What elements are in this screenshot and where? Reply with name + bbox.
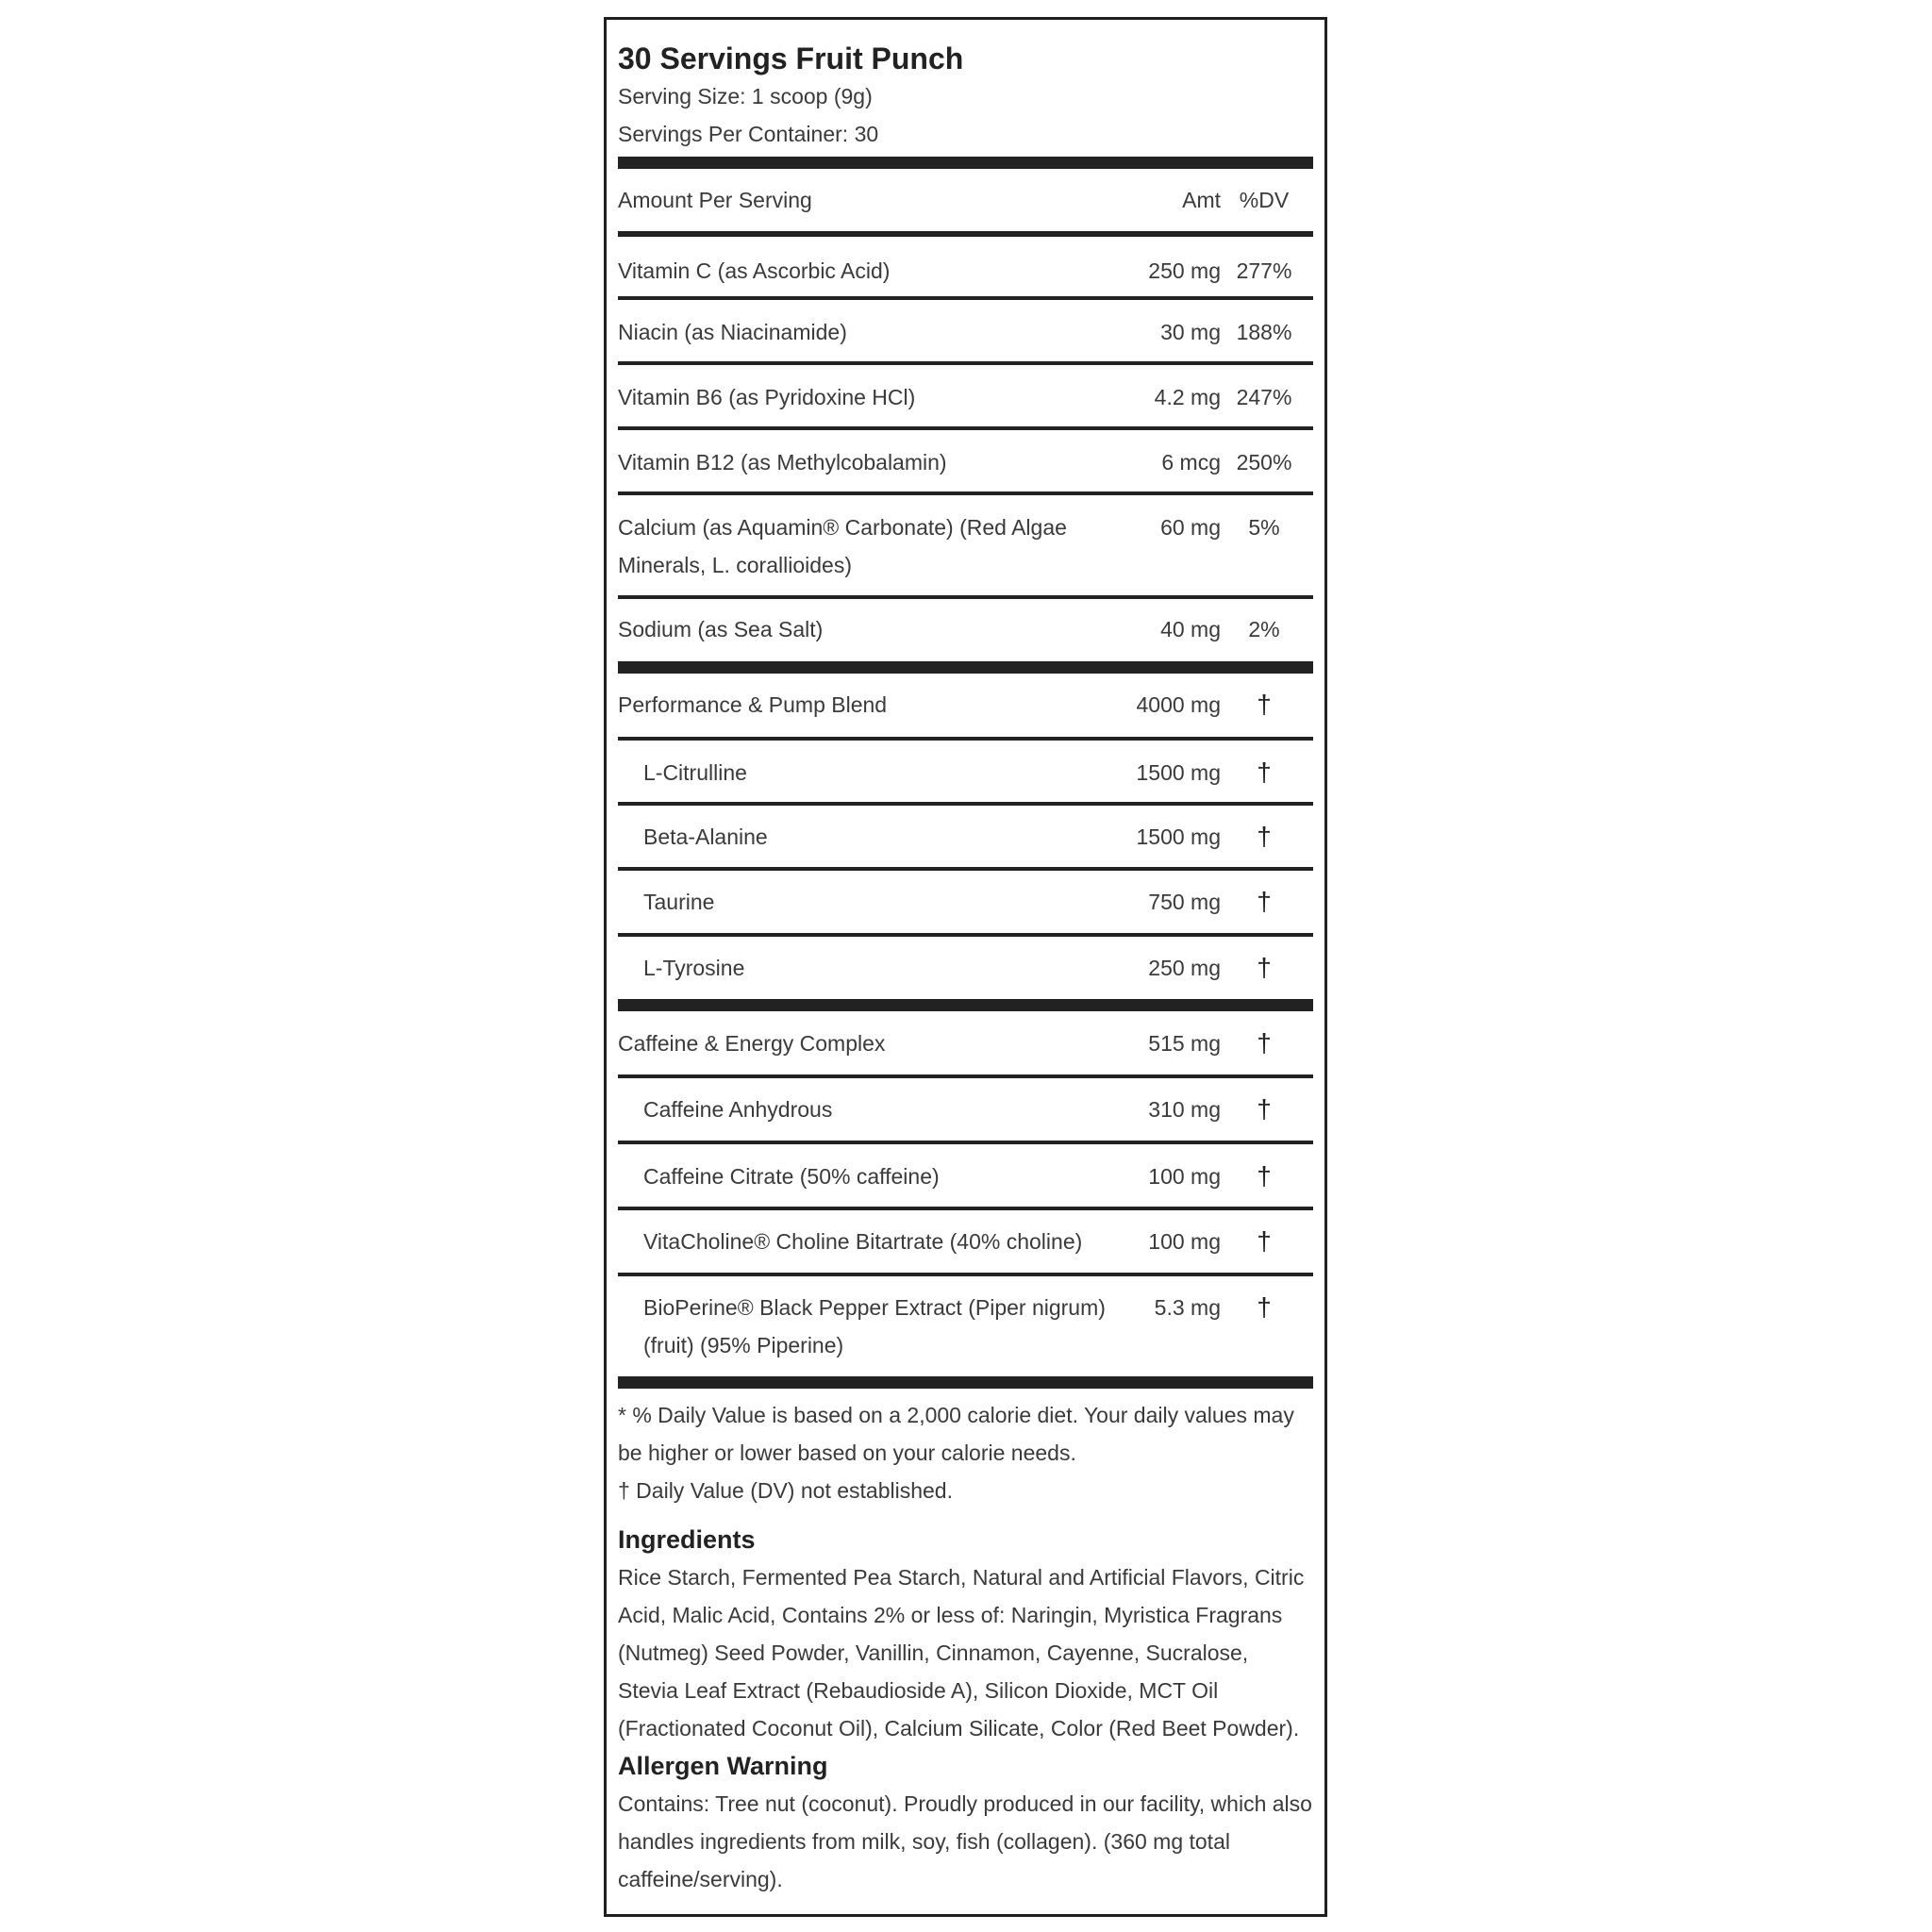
blend-name: Caffeine & Energy Complex (618, 1031, 886, 1056)
blend-item-dv: † (1257, 1226, 1272, 1256)
blend-row (618, 1011, 1313, 1074)
nutrient-dv: 277% (1236, 258, 1292, 283)
blend-item-row (618, 1144, 1313, 1207)
blend-item-row (618, 741, 1313, 802)
nutrient-row (618, 495, 1313, 595)
nutrient-dv: 250% (1236, 450, 1292, 475)
blend-name: Performance & Pump Blend (618, 692, 888, 717)
nutrient-amount: 60 mg (1160, 515, 1221, 540)
blend-item-row (618, 1276, 1313, 1376)
dv-not-established-footnote: † Daily Value (DV) not established. (618, 1478, 953, 1503)
nutrient-row (618, 365, 1313, 426)
blend-item-name: Beta-Alanine (643, 824, 768, 849)
divider-thick (618, 999, 1313, 1011)
panel-title: 30 Servings Fruit Punch (618, 42, 964, 75)
nutrient-amount: 30 mg (1160, 320, 1221, 344)
nutrient-row (618, 430, 1313, 491)
blend-item-amount: 250 mg (1148, 956, 1221, 980)
blend-item-dv: † (1257, 1292, 1272, 1322)
blend-item-name: BioPerine® Black Pepper Extract (Piper nigrum) (fruit) (95% Piperine) (643, 1295, 1106, 1357)
daily-value-footnote: * % Daily Value is based on a 2,000 calorie diet. Your daily values may be higher or lower based on your calorie needs. (618, 1403, 1294, 1465)
divider-thick (618, 157, 1313, 169)
column-header-label: Amount Per Serving (618, 188, 812, 212)
column-header-amt: Amt (1182, 188, 1221, 212)
nutrient-name: Vitamin B12 (as Methylcobalamin) (618, 450, 947, 475)
ingredients-heading: Ingredients (618, 1525, 756, 1554)
blend-item-name: L-Tyrosine (643, 956, 745, 980)
blend-item-row (618, 806, 1313, 867)
blend-amount: 4000 mg (1136, 692, 1221, 717)
serving-size: Serving Size: 1 scoop (9g) (618, 84, 873, 108)
panel-content (618, 20, 1313, 1898)
blend-item-row (618, 1078, 1313, 1141)
blend-item-amount: 100 mg (1148, 1164, 1221, 1189)
blend-item-dv: † (1257, 953, 1272, 982)
blend-item-name: L-Citrulline (643, 760, 747, 785)
blend-item-name: Caffeine Anhydrous (643, 1097, 833, 1122)
blend-item-dv: † (1257, 1094, 1272, 1124)
nutrient-amount: 250 mg (1148, 258, 1221, 283)
blend-item-amount: 5.3 mg (1154, 1295, 1221, 1320)
blend-dv: † (1257, 690, 1272, 719)
blend-item-row (618, 1210, 1313, 1273)
ingredients-text: Rice Starch, Fermented Pea Starch, Natural and Artificial Flavors, Citric Acid, Malic Acid, Contains 2% or less of: Naringin, Myristica Fragrans (Nutmeg) Seed Powder, Vanillin, Cinnamon, Cayenne, Sucralose, Stevia Leaf Extract (Rebaudioside A), Silicon Dioxide, MCT Oil (Fractionated Coconut Oil), Calcium Silicate, Color (Red Beet Powder). (618, 1565, 1305, 1740)
blend-item-dv: † (1257, 1161, 1272, 1191)
divider-thick (618, 661, 1313, 674)
nutrient-dv: 188% (1236, 320, 1292, 344)
nutrient-name: Vitamin C (as Ascorbic Acid) (618, 258, 891, 283)
blend-item-dv: † (1257, 758, 1272, 787)
nutrient-row (618, 237, 1313, 296)
blend-item-amount: 1500 mg (1136, 760, 1221, 785)
blend-item-name: VitaCholine® Choline Bitartrate (40% choline) (643, 1229, 1083, 1254)
nutrient-dv: 2% (1248, 617, 1280, 641)
nutrient-amount: 4.2 mg (1154, 385, 1221, 409)
blend-row (618, 674, 1313, 737)
nutrient-row (618, 599, 1313, 661)
nutrient-amount: 40 mg (1160, 617, 1221, 641)
servings-per-container: Servings Per Container: 30 (618, 122, 879, 146)
blend-item-row (618, 937, 1313, 999)
blend-item-dv: † (1257, 887, 1272, 916)
column-header-dv: %DV (1239, 188, 1290, 212)
blend-item-name: Caffeine Citrate (50% caffeine) (643, 1164, 940, 1189)
blend-amount: 515 mg (1148, 1031, 1221, 1056)
footnotes (618, 1389, 1313, 1509)
nutrient-name: Sodium (as Sea Salt) (618, 617, 824, 641)
nutrient-amount: 6 mcg (1161, 450, 1221, 475)
supplement-facts-panel (604, 17, 1327, 1917)
blend-item-amount: 100 mg (1148, 1229, 1221, 1254)
blend-item-row (618, 871, 1313, 933)
blend-dv: † (1257, 1028, 1272, 1058)
nutrient-name: Calcium (as Aquamin® Carbonate) (Red Algae Minerals, L. corallioides) (618, 515, 1067, 577)
blend-item-dv: † (1257, 822, 1272, 851)
blend-item-amount: 750 mg (1148, 890, 1221, 914)
allergen-text: Contains: Tree nut (coconut). Proudly produced in our facility, which also handles ingredients from milk, soy, fish (collagen). (360 mg total caffeine/serving). (618, 1791, 1312, 1891)
nutrient-dv: 5% (1248, 515, 1280, 540)
divider-thick (618, 1376, 1313, 1389)
nutrient-name: Niacin (as Niacinamide) (618, 320, 847, 344)
nutrient-dv: 247% (1236, 385, 1292, 409)
allergen-heading: Allergen Warning (618, 1752, 828, 1780)
blend-item-amount: 1500 mg (1136, 824, 1221, 849)
blend-item-name: Taurine (643, 890, 715, 914)
blend-item-amount: 310 mg (1148, 1097, 1221, 1122)
column-header-row (618, 169, 1313, 231)
nutrient-name: Vitamin B6 (as Pyridoxine HCl) (618, 385, 916, 409)
nutrient-row (618, 300, 1313, 361)
